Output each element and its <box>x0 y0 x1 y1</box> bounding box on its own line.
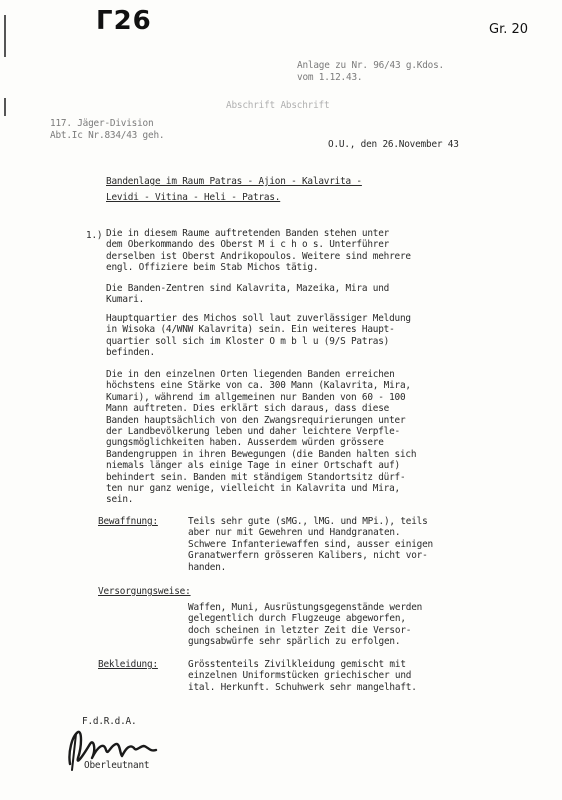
unit-line-2: Abt.Ic Nr.834/43 geh. <box>50 130 165 141</box>
text-line: einzelnen Uniformstücken griechischer und <box>188 670 412 682</box>
text-line: Die in den einzelnen Orten liegenden Banden erreichen <box>106 369 395 380</box>
bekleidung-text <box>188 659 417 693</box>
paragraph-1 <box>106 228 411 274</box>
text-line: doch scheinen in letzter Zeit die Versor- <box>188 624 412 636</box>
attachment-line-1: Anlage zu Nr. 96/43 g.Kdos. <box>297 60 444 71</box>
archive-number: Γ26 <box>96 6 152 36</box>
text-line: handen. <box>188 561 227 573</box>
header-faint-text: Abschrift Abschrift <box>226 100 330 111</box>
text-line: der Landbevölkerung leben und daher leichtere Verpfle- <box>106 426 400 438</box>
text-line: Schwere Infanteriewaffen sind, ausser einigen <box>188 538 433 550</box>
text-line: Waffen, Muni, Ausrüstungsgegenstände werden <box>188 602 423 613</box>
versorgung-text <box>188 602 422 648</box>
signature-rank: Oberleutnant <box>84 760 150 771</box>
text-line: quartier soll sich im Kloster O m b l u (9/S Patras) <box>106 335 390 347</box>
text-line: befinden. <box>106 347 155 359</box>
text-line: Teils sehr gute (sMG., lMG. und MPi.), teils <box>188 516 428 527</box>
attachment-line-2: vom 1.12.43. <box>297 72 363 83</box>
section-number: 1.) <box>86 230 103 241</box>
text-line: Grösstenteils Zivilkleidung gemischt mit <box>188 659 406 670</box>
place-date: O.U., den 26.November 43 <box>328 139 459 150</box>
text-line: Die Banden-Zentren sind Kalavrita, Mazeika, Mira und <box>106 283 390 294</box>
bewaffnung-text <box>188 516 433 573</box>
text-line: engl. Offiziere beim Stab Michos tätig. <box>106 262 319 274</box>
text-line: Bandengruppen in ihren Bewegungen (die Banden halten sich <box>106 448 417 460</box>
archive-reference: Gr. 20 <box>489 22 529 37</box>
text-line: gelegentlich durch Flugzeuge abgeworfen, <box>188 613 406 625</box>
paragraph-2 <box>106 283 389 306</box>
unit-line-1: 117. Jäger-Division <box>50 118 154 129</box>
versorgung-label: Versorgungsweise: <box>98 586 191 597</box>
bewaffnung-label: Bewaffnung: <box>98 516 158 527</box>
punch-mark-middle <box>4 98 6 116</box>
bekleidung-label: Bekleidung: <box>98 659 158 670</box>
text-line: gungsmöglichkeiten haben. Ausserdem würden grössere <box>106 437 384 449</box>
text-line: sein. <box>106 494 134 506</box>
text-line: Granatwerfern grösseren Kalibers, nicht vor- <box>188 550 428 562</box>
text-line: ten nur ganz wenige, vielleicht in Kalavrita und Mira, <box>106 483 400 495</box>
text-line: ital. Herkunft. Schuhwerk sehr mangelhaft. <box>188 681 417 693</box>
text-line: dem Oberkommando des Oberst M i c h o s. Unterführer <box>106 239 390 251</box>
title-line-1: Bandenlage im Raum Patras - Ajion - Kalavrita - <box>106 176 362 187</box>
text-line: Kumari. <box>106 294 145 306</box>
text-line: behindert sein. Banden mit ständigem Standortsitz dürf- <box>106 471 406 483</box>
title-line-2: Levidi - Vitina - Heli - Patras. <box>106 192 281 203</box>
paragraph-4 <box>106 369 416 506</box>
text-line: Hauptquartier des Michos soll laut zuverlässiger Meldung <box>106 313 411 324</box>
text-line: niemals länger als einige Tage in einer Ortschaft auf) <box>106 460 400 472</box>
paragraph-3 <box>106 313 411 359</box>
signature-for: F.d.R.d.A. <box>82 716 137 727</box>
text-line: Mann auftreten. Dies erklärt sich daraus, dass diese <box>106 403 390 415</box>
text-line: höchstens eine Stärke von ca. 300 Mann (Kalavrita, Mira, <box>106 380 411 392</box>
text-line: derselben ist Oberst Andrikopoulos. Weitere sind mehrere <box>106 250 411 262</box>
text-line: gungsabwürfe sehr spärlich zu erfolgen. <box>188 636 401 648</box>
text-line: aber nur mit Gewehren und Handgranaten. <box>188 527 401 539</box>
text-line: Die in diesem Raume auftretenden Banden stehen unter <box>106 228 390 239</box>
text-line: Kumari), während im allgemeinen nur Banden von 60 - 100 <box>106 391 406 403</box>
text-line: in Wisoka (4/WNW Kalavrita) sein. Ein weiteres Haupt- <box>106 324 395 336</box>
punch-mark-top <box>4 15 6 57</box>
text-line: Banden hauptsächlich von den Zwangsrequirierungen unter <box>106 414 406 426</box>
